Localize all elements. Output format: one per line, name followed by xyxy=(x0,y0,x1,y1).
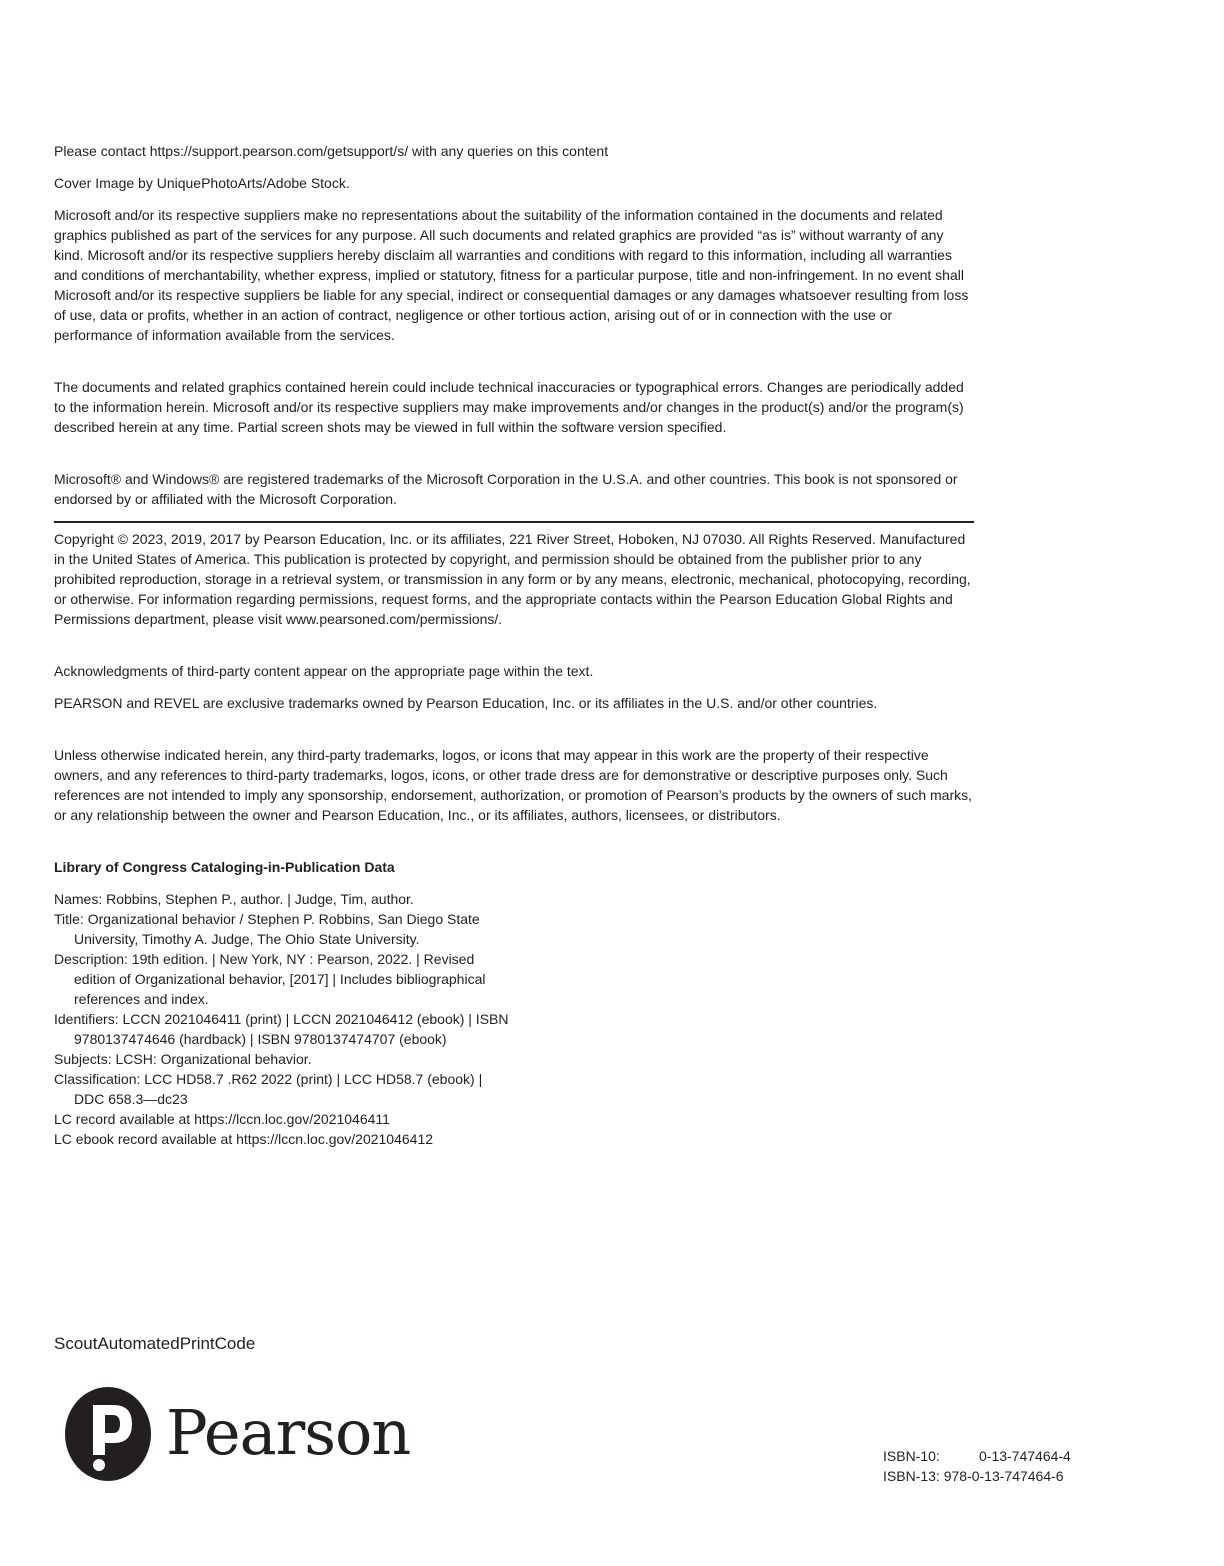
cip-line: edition of Organizational behavior, [2017] | Includes bibliographical xyxy=(74,971,486,987)
section-divider xyxy=(54,521,974,523)
copyright-paragraph: Copyright © 2023, 2019, 2017 by Pearson Education, Inc. or its affiliates, 221 River Street, Hoboken, NJ 07030. All Rights Reserved. Manufactured in the United States of America. This publication is protected by copyright, and permission should be obtained from the publisher prior to any prohibited reproduction, storage in a retrieval system, or transmission in any form or by any means, electronic, mechanical, photocopying, recording, or otherwise. For information regarding permissions, request forms, and the appropriate contacts within the Pearson Education Global Rights and Permissions department, please visit www.pearsoned.com/permissions/. xyxy=(54,531,971,627)
isbn-10-label: ISBN-10: xyxy=(883,1448,940,1464)
cip-line: LC record available at https://lccn.loc.gov/2021046411 xyxy=(54,1111,390,1127)
acknowledgments-paragraph: Acknowledgments of third-party content appear on the appropriate page within the text. xyxy=(54,663,594,679)
cip-line: Subjects: LCSH: Organizational behavior. xyxy=(54,1051,312,1067)
cip-line: Names: Robbins, Stephen P., author. | Judge, Tim, author. xyxy=(54,891,414,907)
cover-credit-paragraph: Cover Image by UniquePhotoArts/Adobe Stock. xyxy=(54,175,350,191)
cip-heading: Library of Congress Cataloging-in-Publication Data xyxy=(54,859,395,875)
microsoft-errors-paragraph: The documents and related graphics contained herein could include technical inaccuracies or typographical errors. Changes are periodically added to the information herein. Microsoft and/or its respective suppliers may make improvements and/or changes in the product(s) and/or the program(s) described herein at any time. Partial screen shots may be viewed in full within the software version specified. xyxy=(54,379,964,435)
pearson-p-logo-icon xyxy=(64,1386,152,1482)
cip-line: references and index. xyxy=(74,991,209,1007)
contact-paragraph: Please contact https://support.pearson.com/getsupport/s/ with any queries on this content xyxy=(54,143,609,159)
microsoft-disclaimer-paragraph: Microsoft and/or its respective suppliers make no representations about the suitability of the information contained in the documents and related graphics published as part of the services for any purpose. All such documents and related graphics are provided “as is” without warranty of any kind. Microsoft and/or its respective suppliers hereby disclaim all warranties and conditions with regard to this information, including all warranties and conditions of merchantability, whether express, implied or statutory, fitness for a particular purpose, title and non-infringement. In no event shall Microsoft and/or its respective suppliers be liable for any special, indirect or consequential damages or any damages whatsoever resulting from loss of use, data or profits, whether in an action of contract, negligence or other tortious action, arising out of or in connection with the use or performance of information available from the services. xyxy=(54,207,969,343)
third-party-paragraph: Unless otherwise indicated herein, any third-party trademarks, logos, or icons that may appear in this work are the property of their respective owners, and any references to third-party trademarks, logos, icons, or other trade dress are for demonstrative or descriptive purposes only. Such references are not intended to imply any sponsorship, endorsement, authorization, or promotion of Pearson’s products by the owners of such marks, or any relationship between the owner and Pearson Education, Inc., or its affiliates, authors, licensees, or distributors. xyxy=(54,747,973,823)
cip-line: Classification: LCC HD58.7 .R62 2022 (print) | LCC HD58.7 (ebook) | xyxy=(54,1071,483,1087)
isbn-13-label: ISBN-13: xyxy=(883,1468,940,1484)
print-code: ScoutAutomatedPrintCode xyxy=(54,1334,256,1353)
cip-line: Description: 19th edition. | New York, NY : Pearson, 2022. | Revised xyxy=(54,951,475,967)
cip-line: Title: Organizational behavior / Stephen P. Robbins, San Diego State xyxy=(54,911,480,927)
pearson-wordmark: Pearson xyxy=(166,1396,411,1469)
cip-line: DDC 658.3—dc23 xyxy=(74,1091,188,1107)
microsoft-trademarks-paragraph: Microsoft® and Windows® are registered trademarks of the Microsoft Corporation in the U.S.A. and other countries. This book is not sponsored or endorsed by or affiliated with the Microsoft Corporation. xyxy=(54,471,958,507)
cip-line: LC ebook record available at https://lccn.loc.gov/2021046412 xyxy=(54,1131,434,1147)
pearson-trademarks-paragraph: PEARSON and REVEL are exclusive trademarks owned by Pearson Education, Inc. or its affiliates in the U.S. and/or other countries. xyxy=(54,695,878,711)
isbn-13 xyxy=(883,1466,1064,1486)
cip-line: Identifiers: LCCN 2021046411 (print) | LCCN 2021046412 (ebook) | ISBN xyxy=(54,1011,509,1027)
cip-line: 9780137474646 (hardback) | ISBN 9780137474707 (ebook) xyxy=(74,1031,447,1047)
cip-line: University, Timothy A. Judge, The Ohio State University. xyxy=(74,931,420,947)
pearson-logo xyxy=(64,1386,411,1482)
isbn-13-value: 978-0-13-747464-6 xyxy=(943,1468,1064,1484)
isbn-10-value: 0-13-747464-4 xyxy=(979,1448,1071,1464)
isbn-10 xyxy=(883,1446,1071,1466)
